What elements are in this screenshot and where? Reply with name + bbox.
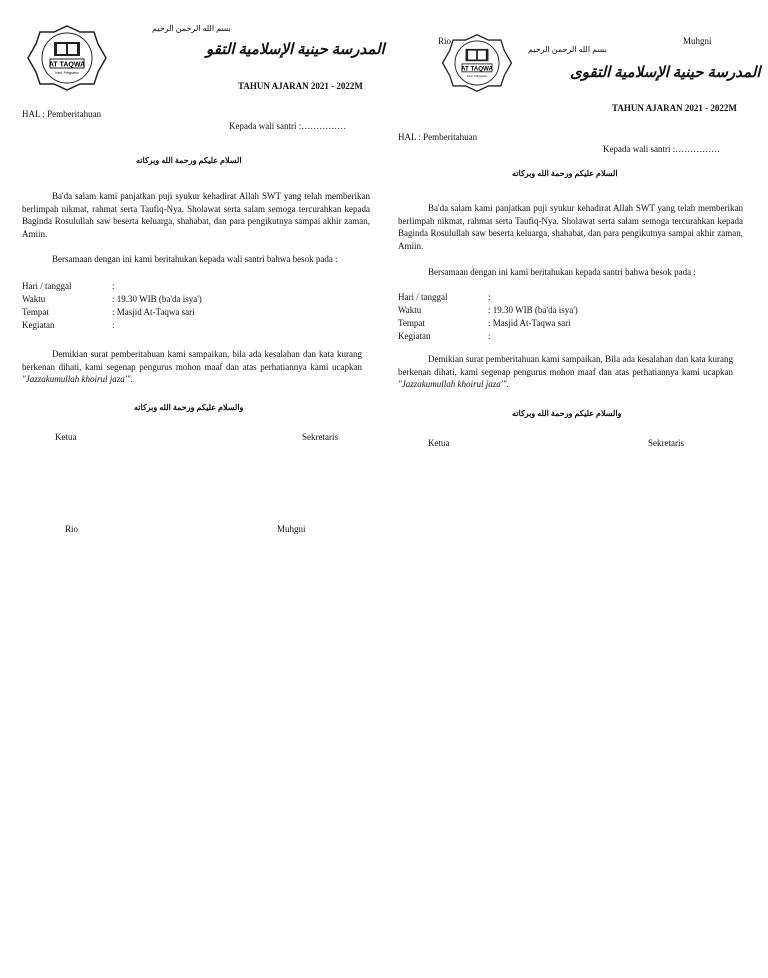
detail-row [398,291,491,303]
bismillah: بسم الله الرحمن الرحيم [528,45,607,54]
closing-paragraph [22,348,362,386]
greeting-salam: السلام عليكم ورحمة الله وبركاته [512,169,618,178]
farewell-salam: والسلام عليكم ورحمة الله وبركاته [512,409,622,418]
sekretaris-name: Muhgni [683,36,712,46]
detail-label: Waktu [22,294,46,304]
ketua-name: Rio [438,36,452,46]
detail-row [22,319,115,331]
bismillah: بسم الله الرحمن الرحيم [152,24,231,33]
logo-sub-text: Kerti, Pringsewu [55,71,79,75]
closing-quote: "Jazzakumullah khoirul jaza'". [22,374,133,384]
detail-row [398,330,491,342]
detail-label: Tempat [398,318,425,328]
sekretaris-label: Sekretaris [302,432,338,442]
ketua-label: Ketua [55,432,77,442]
closing-paragraph [398,353,733,391]
detail-label: Kegiatan [22,320,55,330]
detail-value: : [488,292,491,302]
farewell-salam: والسلام عليكم ورحمة الله وبركاته [134,403,244,412]
detail-label: Waktu [398,305,422,315]
detail-label: Hari / tanggal [398,292,448,302]
school-logo [26,24,108,92]
school-name: المدرسة حينية الإسلامية التقو [206,42,385,58]
detail-row [22,293,202,305]
recipient-line: Kepada wali santri :…………… [229,121,347,131]
closing-text: Demikian surat pemberitahuan kami sampaikan, Bila ada kesalahan dan kata kurang berkenan dihati, kami segenap pengurus mohon maaf dan atas perhatiannya kami ucapkan [398,354,733,377]
detail-label: Kegiatan [398,331,431,341]
ketua-label: Ketua [428,438,450,448]
greeting-salam: السلام عليكم ورحمة الله وبركاته [136,156,242,165]
subject-line: HAL : Pemberitahuan [398,132,478,142]
recipient-line: Kepada wali santri :…………… [603,144,721,154]
detail-value: : [488,331,491,341]
logo-name-text: AT TAQWA [48,61,86,69]
school-name: المدرسة حينية الإسلامية التقوى [570,65,761,81]
detail-value: : Masjid At-Taqwa sari [488,318,571,328]
sekretaris-name: Muhgni [277,524,306,534]
detail-label: Tempat [22,307,49,317]
closing-text: Demikian surat pemberitahuan kami sampaikan, bila ada kesalahan dan kata kurang berkenan dihati, kami segenap pengurus mohon maaf dan atas perhatiannya kami ucapkan [22,349,362,372]
detail-value: : Masjid At-Taqwa sari [112,307,195,317]
school-logo [437,33,517,93]
closing-quote: "Jazzakumullah khoirul jaza'". [398,379,509,389]
academic-year: TAHUN AJARAN 2021 - 2022M [238,81,363,91]
logo-name-text: AT TAQWA [461,65,493,73]
sekretaris-label: Sekretaris [648,438,684,448]
detail-value: : 19.30 WIB (ba'da isya') [488,305,578,315]
detail-row [22,306,195,318]
detail-row [22,280,115,292]
opening-paragraph: Ba'da salam kami panjatkan puji syukur kehadirat Allah SWT yang telah memberikan berlimpah nikmat, rahmat serta Taufiq-Nya. Sholawat serta salam semoga tercurahkan kepada Baginda Rosulullah saw beserta keluarga, shahabat, dan para pengikutnya sampai akhir zaman, Amiin. [398,203,743,251]
logo-sub-text: Kerti, Pringsewu [466,74,488,79]
academic-year: TAHUN AJARAN 2021 - 2022M [612,103,737,113]
announcement-paragraph: Bersamaan dengan ini kami beritahukan kepada wali santri bahwa besok pada : [52,254,338,264]
subject-line: HAL : Pemberitahuan [22,109,102,119]
opening-paragraph: Ba'da salam kami panjatkan puji syukur kehadirat Allah SWT yang telah memberikan berlimpah nikmat, rahmat serta Taufiq-Nya. Sholawat serta salam semoga tercurahkan kepada Baginda Rosulullah saw beserta keluarga, shahabat, dan para pengikutnya sampai akhir zaman, Amiin. [22,191,370,239]
detail-label: Hari / tanggal [22,281,72,291]
detail-row [398,317,571,329]
detail-value: : [112,320,115,330]
ketua-name: Rio [65,524,79,534]
announcement-paragraph: Bersamaan dengan ini kami beritahukan kepada santri bahwa besok pada : [428,267,696,277]
detail-value: : 19.30 WIB (ba'da isya') [112,294,202,304]
detail-row [398,304,578,316]
detail-value: : [112,281,115,291]
